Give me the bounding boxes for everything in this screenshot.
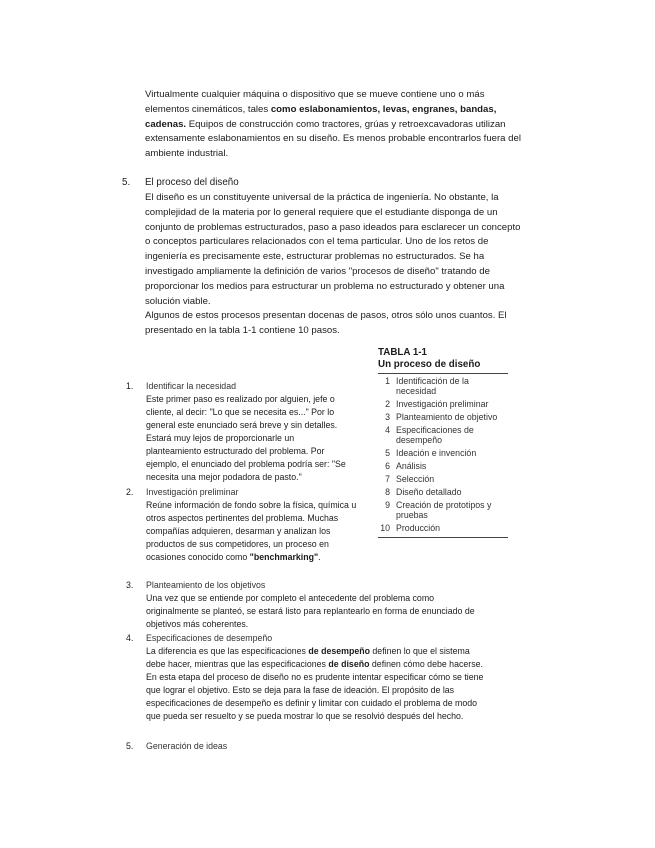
- intro-text: Virtualmente cualquier máquina o dispositivo que se mueve contiene uno o más elementos cinemáticos, tales: [145, 89, 485, 115]
- design-process-table: [378, 347, 508, 538]
- step-body: Este primer paso es realizado por alguien, jefe o cliente, al decir: "Lo que se necesita es..." Por lo general este enunciado será breve y sin detalles. Estará muy lejos de proporcionarle un planteamiento estructurado del problema. Por ejemplo, el enunciado del problema podría ser: "Se necesita una mejor podadora de pasto.": [146, 394, 346, 482]
- step-body-text: definen lo que el sistema debe hacer, mientras que las especificaciones: [146, 646, 470, 669]
- section-title: El proceso del diseño: [145, 177, 239, 188]
- row-text: Investigación preliminar: [396, 399, 489, 409]
- table-list: [378, 376, 508, 533]
- step-title: Investigación preliminar: [146, 487, 239, 497]
- table-row: [378, 425, 508, 445]
- step-title: Identificar la necesidad: [146, 381, 236, 391]
- table-row: [378, 474, 508, 484]
- step-body-text: Reúne información de fondo sobre la física, química u otros aspectos pertinentes del problema. Muchas compañías adquieren, desarman y analizan los productos de sus competidores, un proceso en ocasiones conocido como: [146, 500, 357, 562]
- step-body-text: definen cómo debe hacerse. En esta etapa del proceso de diseño no es prudente intentar especificar cómo se tiene que lograr el objetivo. Esto se deja para la fase de ideación. El propósito de las especificaciones de desempeño es definir y limitar con cuidado el problema de modo que pueda ser resuelto y se pueda mostrar lo que se resolvió después del hecho.: [146, 659, 484, 721]
- row-text: Diseño detallado: [396, 487, 462, 497]
- table-title: TABLA 1-1: [378, 347, 427, 358]
- step-number: 1.: [126, 381, 134, 391]
- step-body: [146, 645, 486, 723]
- row-text: Ideación e invención: [396, 448, 477, 458]
- row-number: 5: [385, 448, 390, 458]
- step-number: 3.: [126, 580, 134, 590]
- row-number: 8: [385, 487, 390, 497]
- intro-paragraph: [145, 88, 525, 162]
- step-title: Generación de ideas: [146, 741, 228, 751]
- step-body-text: La diferencia es que las especificaciones: [146, 646, 309, 656]
- intro-text-end: Equipos de construcción como tractores, grúas y retroexcavadoras utilizan extensamente eslabonamientos en su diseño. Es menos probable encontrarlos fuera del ambiente industrial.: [145, 118, 521, 160]
- row-number: 1: [385, 376, 390, 386]
- row-text: Planteamiento de objetivo: [396, 412, 498, 422]
- table-row: [378, 461, 508, 471]
- step-body-bold: de diseño: [328, 659, 370, 669]
- table-row: [378, 448, 508, 458]
- step-number: 5.: [126, 741, 134, 751]
- table-bottom-rule: [378, 537, 508, 538]
- section-number: 5.: [122, 177, 131, 188]
- row-text: Producción: [396, 523, 441, 533]
- table-row: [378, 376, 508, 396]
- table-row: [378, 523, 508, 533]
- row-number: 3: [385, 412, 390, 422]
- step-body-end: .: [318, 552, 321, 562]
- row-number: 2: [385, 399, 390, 409]
- table-subtitle: Un proceso de diseño: [378, 359, 481, 370]
- row-text: Especificaciones de desempeño: [396, 425, 474, 445]
- table-top-rule: [378, 373, 508, 374]
- step-number: 4.: [126, 633, 134, 643]
- step-body-bold: de desempeño: [308, 646, 370, 656]
- row-text: Análisis: [396, 461, 427, 471]
- row-text: Identificación de la necesidad: [396, 376, 469, 396]
- table-row: [378, 412, 508, 422]
- row-number: 4: [385, 425, 390, 435]
- table-row: [378, 500, 508, 520]
- row-number: 9: [385, 500, 390, 510]
- row-text: Creación de prototipos y pruebas: [396, 500, 492, 520]
- step-body: [146, 499, 364, 564]
- step-title: Especificaciones de desempeño: [146, 633, 273, 643]
- row-number: 10: [380, 523, 390, 533]
- step-body-bold: "benchmarking": [249, 552, 319, 562]
- table-row: [378, 487, 508, 497]
- row-number: 6: [385, 461, 390, 471]
- step-number: 2.: [126, 487, 134, 497]
- step-title: Planteamiento de los objetivos: [146, 580, 266, 590]
- row-text: Selección: [396, 474, 435, 484]
- section-paragraph-1: El diseño es un constituyente universal de la práctica de ingeniería. No obstante, la complejidad de la materia por lo general requiere que el estudiante disponga de un conjunto de problemas estructurados, paso a paso ideados para esclarecer un concepto o conceptos particulares relacionados con el tema particular. Uno de los retos de ingeniería es precisamente este, estructurar problemas no estructurados. Se ha investigado ampliamente la definición de varios "procesos de diseño" tratando de proporcionar los medios para estructurar un problema no estructurado y obtener una solución viable.: [145, 192, 521, 307]
- row-number: 7: [385, 474, 390, 484]
- intro-bold-terms: como eslabonamientos, levas, engranes, bandas, cadenas.: [145, 103, 497, 130]
- table-row: [378, 399, 508, 409]
- step-body: Una vez que se entiende por completo el antecedente del problema como originalmente se planteó, se estará listo para replantearlo en forma de enunciado de objetivos más coherentes.: [146, 593, 475, 629]
- section-paragraph-2: Algunos de estos procesos presentan docenas de pasos, otros sólo unos cuantos. El presentado en la tabla 1-1 contiene 10 pasos.: [145, 310, 507, 336]
